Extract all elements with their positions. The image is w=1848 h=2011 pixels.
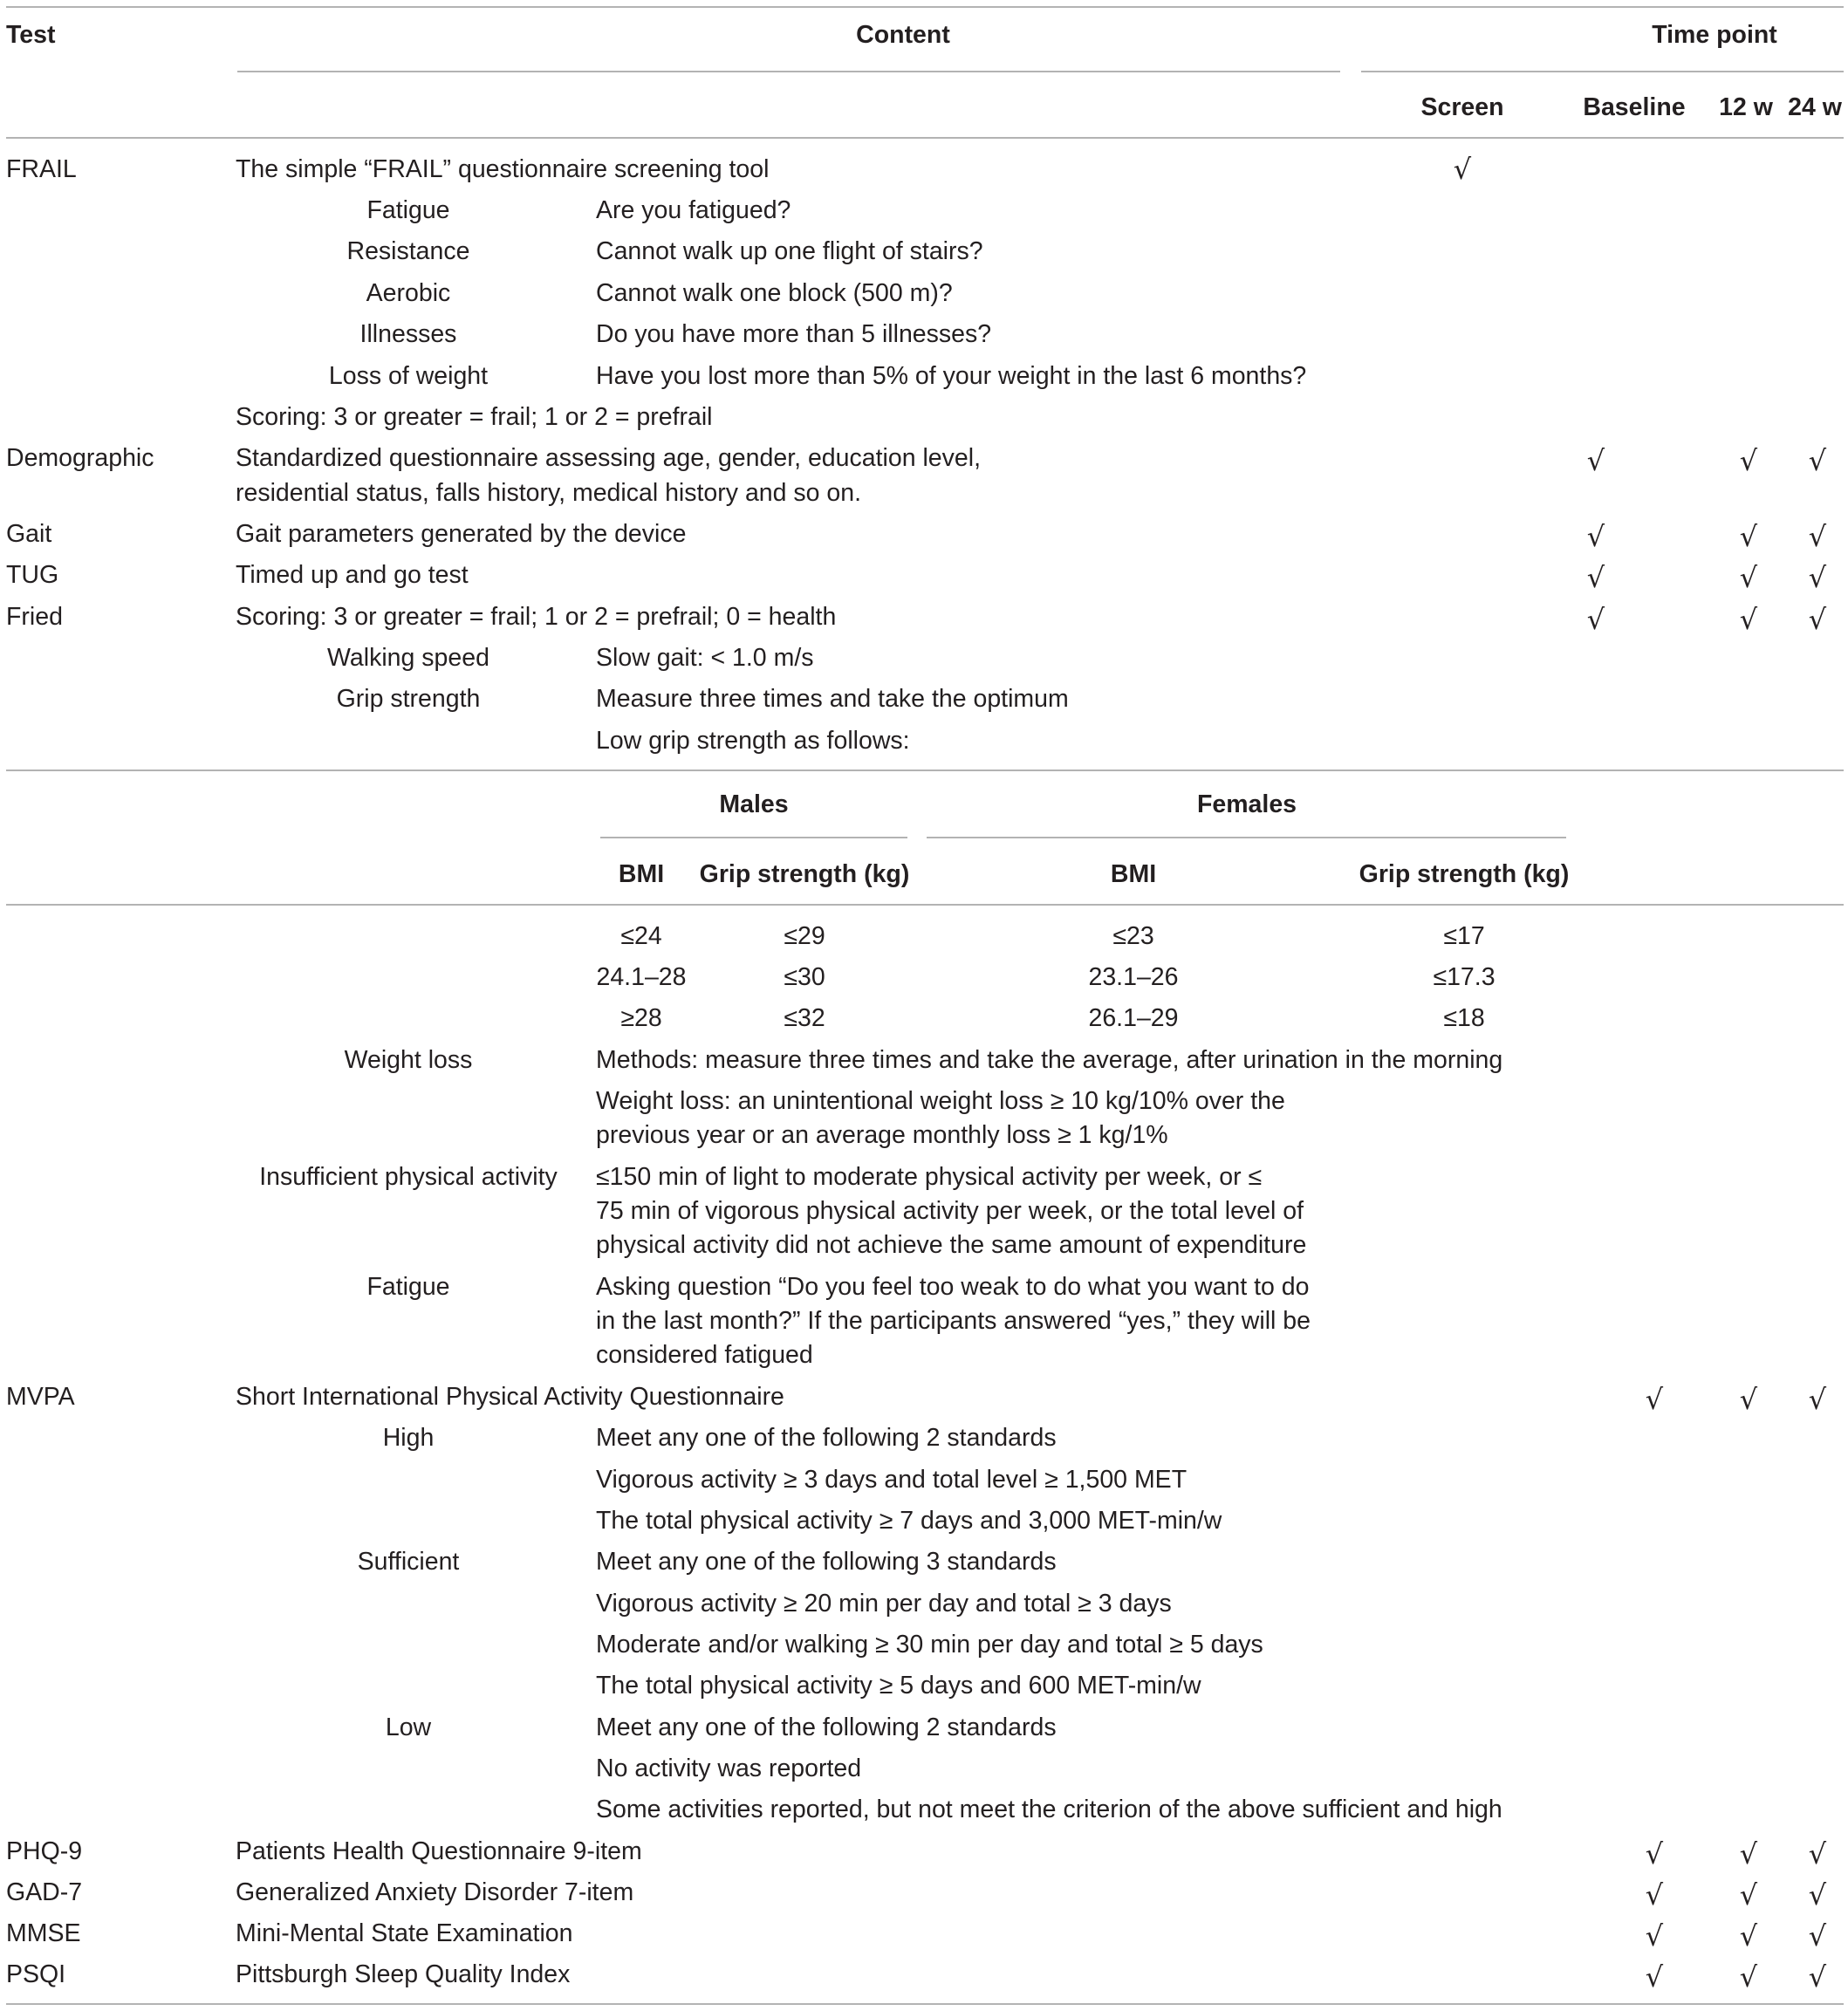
frail-item-label: Loss of weight: [328, 362, 489, 390]
frail-item-label: Fatigue: [366, 196, 450, 224]
fried-grip-label: Grip strength: [336, 685, 481, 713]
mvpa-high-item: Vigorous activity ≥ 3 days and total level ≥ 1,500 MET: [596, 1466, 1188, 1494]
mvpa-low-item: Some activities reported, but not meet the criterion of the above sufficient and high: [596, 1796, 1502, 1823]
fried-grip-text: Measure three times and take the optimum: [596, 685, 1069, 713]
demographic-text-line1: Standardized questionnaire assessing age, gender, education level,: [236, 444, 982, 472]
header-time-point: Time point: [1652, 21, 1777, 49]
check-mark-icon: √: [1739, 1919, 1758, 1953]
frail-item-text: Are you fatigued?: [596, 196, 791, 224]
subtable-cell: ≤29: [784, 922, 825, 950]
subtable-cell: ≤18: [1443, 1004, 1485, 1032]
fried-fatigue-text-b: in the last month?” If the participants answered “yes,” they will be: [596, 1307, 1311, 1335]
fried-fatigue-text-a: Asking question “Do you feel too weak to do what you want to do: [596, 1273, 1310, 1301]
fried-walking-label: Walking speed: [327, 644, 489, 672]
row-test-mmse: MMSE: [6, 1919, 81, 1947]
row-test-gait: Gait: [6, 520, 52, 548]
subtable-male-bmi-header: BMI: [618, 860, 665, 888]
header-baseline: Baseline: [1583, 93, 1686, 121]
header-12w: 12 w: [1719, 93, 1773, 121]
header-test: Test: [6, 21, 56, 49]
timepoint-header-rule: [1361, 71, 1844, 72]
mvpa-title: Short International Physical Activity Questionnaire: [236, 1383, 784, 1411]
check-mark-icon: √: [1586, 561, 1605, 594]
check-mark-icon: √: [1739, 1383, 1758, 1416]
mvpa-sufficient-item: The total physical activity ≥ 5 days and 600 MET-min/w: [596, 1672, 1201, 1700]
row-test-demographic: Demographic: [6, 444, 154, 472]
header-content: Content: [856, 21, 950, 49]
subtable-cell: ≤23: [1112, 922, 1154, 950]
row-test-phq9: PHQ-9: [6, 1837, 83, 1865]
top-rule: [6, 6, 1844, 8]
header-bottom-rule: [6, 137, 1844, 139]
frail-item-text: Cannot walk one block (500 m)?: [596, 279, 953, 307]
check-mark-icon: √: [1739, 561, 1758, 594]
fried-activity-text-a: ≤150 min of light to moderate physical activity per week, or ≤: [596, 1163, 1263, 1191]
check-mark-icon: √: [1586, 444, 1605, 477]
check-mark-icon: √: [1645, 1383, 1664, 1416]
frail-item-text: Do you have more than 5 illnesses?: [596, 320, 992, 348]
fried-activity-label: Insufficient physical activity: [259, 1163, 558, 1191]
subtable-female-grip-header: Grip strength (kg): [1359, 860, 1570, 888]
check-mark-icon: √: [1808, 1960, 1827, 1994]
frail-item-text: Have you lost more than 5% of your weight in the last 6 months?: [596, 362, 1307, 390]
header-24w: 24 w: [1788, 93, 1842, 121]
subtable-cell: ≥28: [620, 1004, 662, 1032]
fried-weight-label: Weight loss: [344, 1046, 473, 1074]
content-header-rule: [237, 71, 1340, 72]
subtable-male-grip-header: Grip strength (kg): [699, 860, 910, 888]
demographic-text-line2: residential status, falls history, medical history and so on.: [236, 479, 862, 507]
fried-walking-text: Slow gait: < 1.0 m/s: [596, 644, 814, 672]
check-mark-icon: √: [1739, 1837, 1758, 1871]
check-mark-icon: √: [1808, 1837, 1827, 1871]
subtable-cell: 26.1–29: [1088, 1004, 1179, 1032]
fried-weight-text-2b: previous year or an average monthly loss ≥ 1 kg/1%: [596, 1121, 1168, 1149]
fried-fatigue-label: Fatigue: [366, 1273, 450, 1301]
mvpa-sufficient-item: Vigorous activity ≥ 20 min per day and total ≥ 3 days: [596, 1590, 1172, 1618]
frail-item-label: Resistance: [346, 237, 470, 265]
mvpa-low-item: No activity was reported: [596, 1754, 862, 1782]
psqi-text: Pittsburgh Sleep Quality Index: [236, 1960, 571, 1988]
subtable-cell: ≤24: [620, 922, 662, 950]
mvpa-high-item: The total physical activity ≥ 7 days and 3,000 MET-min/w: [596, 1507, 1222, 1535]
mvpa-sufficient-item: Meet any one of the following 3 standards: [596, 1548, 1057, 1576]
fried-scoring: Scoring: 3 or greater = frail; 1 or 2 = prefrail; 0 = health: [236, 603, 837, 631]
frail-item-label: Illnesses: [359, 320, 457, 348]
row-test-mvpa: MVPA: [6, 1383, 75, 1411]
check-mark-icon: √: [1739, 520, 1758, 553]
mvpa-high-item: Meet any one of the following 2 standards: [596, 1424, 1057, 1452]
check-mark-icon: √: [1808, 520, 1827, 553]
fried-weight-text-2a: Weight loss: an unintentional weight loss ≥ 10 kg/10% over the: [596, 1087, 1285, 1115]
fried-grip-text-2: Low grip strength as follows:: [596, 727, 910, 755]
check-mark-icon: √: [1645, 1919, 1664, 1953]
subtable-cell: ≤17.3: [1433, 963, 1496, 991]
check-mark-icon: √: [1739, 1960, 1758, 1994]
row-test-gad7: GAD-7: [6, 1878, 83, 1906]
gad7-text: Generalized Anxiety Disorder 7-item: [236, 1878, 634, 1906]
frail-title: The simple “FRAIL” questionnaire screening tool: [236, 155, 770, 183]
fried-activity-text-b: 75 min of vigorous physical activity per week, or the total level of: [596, 1197, 1304, 1225]
frail-item-label: Aerobic: [366, 279, 451, 307]
mvpa-sufficient-label: Sufficient: [357, 1548, 460, 1576]
fried-fatigue-text-c: considered fatigued: [596, 1341, 813, 1369]
row-test-frail: FRAIL: [6, 155, 77, 183]
mvpa-high-label: High: [382, 1424, 435, 1452]
phq9-text: Patients Health Questionnaire 9-item: [236, 1837, 642, 1865]
mvpa-low-item: Meet any one of the following 2 standards: [596, 1713, 1057, 1741]
subtable-females: Females: [1196, 790, 1297, 818]
row-test-fried: Fried: [6, 603, 63, 631]
gait-text: Gait parameters generated by the device: [236, 520, 687, 548]
subtable-cell: 23.1–26: [1088, 963, 1179, 991]
subtable-cell: ≤17: [1443, 922, 1485, 950]
row-test-psqi: PSQI: [6, 1960, 66, 1988]
subtable-cell: ≤30: [784, 963, 825, 991]
check-mark-icon: √: [1808, 444, 1827, 477]
females-rule: [927, 837, 1566, 838]
check-mark-icon: √: [1739, 444, 1758, 477]
frail-scoring: Scoring: 3 or greater = frail; 1 or 2 = prefrail: [236, 403, 713, 431]
mmse-text: Mini-Mental State Examination: [236, 1919, 573, 1947]
check-mark-icon: √: [1808, 1878, 1827, 1912]
fried-activity-text-c: physical activity did not achieve the same amount of expenditure: [596, 1231, 1307, 1259]
check-mark-icon: √: [1739, 1878, 1758, 1912]
check-mark-icon: √: [1645, 1960, 1664, 1994]
tug-text: Timed up and go test: [236, 561, 469, 589]
subtable-males: Males: [719, 790, 789, 818]
frail-item-text: Cannot walk up one flight of stairs?: [596, 237, 983, 265]
check-mark-icon: √: [1739, 603, 1758, 636]
subtable-header-rule: [6, 904, 1844, 906]
bottom-rule: [6, 2003, 1844, 2005]
mvpa-sufficient-item: Moderate and/or walking ≥ 30 min per day and total ≥ 5 days: [596, 1631, 1263, 1659]
header-screen: Screen: [1420, 93, 1504, 121]
check-mark-icon: √: [1645, 1837, 1664, 1871]
fried-weight-text-1: Methods: measure three times and take the average, after urination in the morning: [596, 1046, 1503, 1074]
mvpa-low-label: Low: [385, 1713, 432, 1741]
check-mark-icon: √: [1808, 1919, 1827, 1953]
check-mark-icon: √: [1808, 1383, 1827, 1416]
check-mark-icon: √: [1453, 153, 1472, 186]
check-mark-icon: √: [1586, 520, 1605, 553]
check-mark-icon: √: [1808, 603, 1827, 636]
check-mark-icon: √: [1808, 561, 1827, 594]
check-mark-icon: √: [1645, 1878, 1664, 1912]
subtable-top-rule: [6, 770, 1844, 771]
males-rule: [600, 837, 907, 838]
subtable-female-bmi-header: BMI: [1110, 860, 1157, 888]
subtable-cell: ≤32: [784, 1004, 825, 1032]
row-test-tug: TUG: [6, 561, 59, 589]
check-mark-icon: √: [1586, 603, 1605, 636]
subtable-cell: 24.1–28: [596, 963, 687, 991]
